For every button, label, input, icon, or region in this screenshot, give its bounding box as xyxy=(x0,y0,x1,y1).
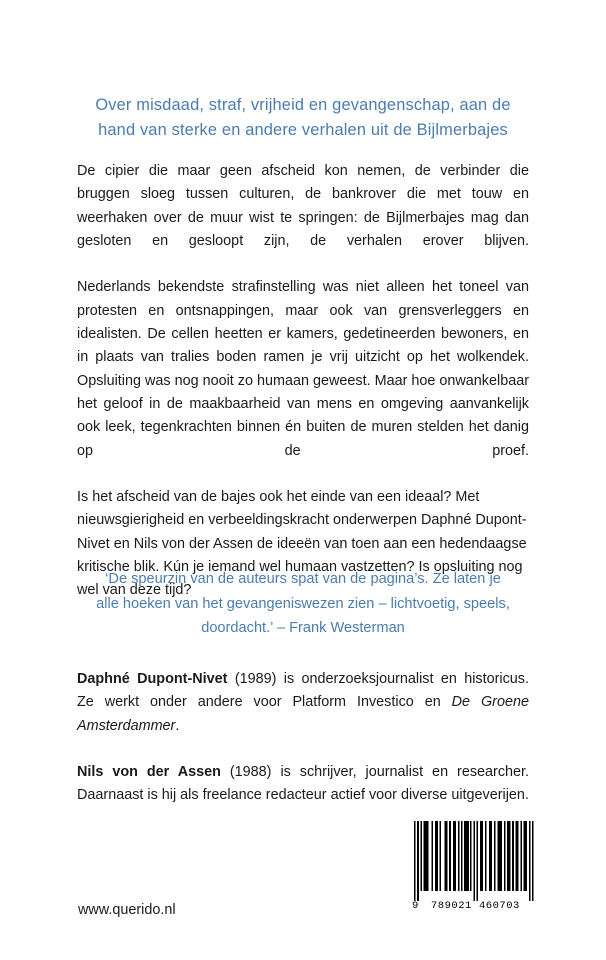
author-bio-1 xyxy=(77,668,529,761)
barcode-digits xyxy=(412,900,534,916)
author-1-birthyear: (1989) xyxy=(234,671,277,687)
barcode-left-group: 789021 xyxy=(431,900,472,912)
author-1-publication: De Groene Amsterdammer xyxy=(77,694,529,734)
isbn-barcode xyxy=(412,821,534,918)
blurb-text xyxy=(77,160,529,603)
author-1-year xyxy=(227,671,234,687)
author-2-name: Nils von der Assen xyxy=(77,764,221,781)
blurb-paragraph-3: Is het afscheid van de bajes ook het einde van een ideaal? Met nieuwsgierigheid en verbeeldingskracht onderwerpen Daphné Dupont-Nivet en Nils von der Assen de ideeën van toen aan een hedendaagse kritische blik. Kún je iemand wel humaan vastzetten? Is opsluiting nog wel van deze tijd? xyxy=(77,489,527,599)
barcode-bars-icon xyxy=(412,821,534,901)
author-bios xyxy=(77,668,529,808)
headline-line-1: Over misdaad, straf, vrijheid en gevangenschap, aan de xyxy=(95,96,511,114)
blurb-paragraph-2: Nederlands bekendste strafinstelling was niet alleen het toneel van protesten en ontsnappingen, maar ook van grensverleggers en idealisten. De cellen heetten er kamers, gedetineerden bewoners, en in plaats van tralies boden ramen je vrij uitzicht op het wolkendek. Opsluiting was nog nooit zo humaan geweest. Maar hoe onwankelbaar het geloof in de maakbaarheid van mens en omgeving aanvankelijk ook leek, tegenkrachten binnen én buiten de muren stelden het danig op de proef. xyxy=(77,279,529,459)
barcode-lead-digit: 9 xyxy=(412,900,419,912)
review-quote-line-3: doordacht.’ – Frank Westerman xyxy=(201,620,405,636)
barcode-right-group: 460703 xyxy=(479,900,520,912)
blurb-paragraph-1: De cipier die maar geen afscheid kon nemen, de verbinder die bruggen sloeg tussen culturen, de bankrover die met touw en weerhaken over de muur wist te springen: de Bijlmerbajes mag dan gesloten en gesloopt zijn, de verhalen erover blijven. xyxy=(77,163,529,249)
review-quote xyxy=(63,567,543,641)
cover-headline xyxy=(63,93,543,143)
author-2-birthyear: (1988) xyxy=(229,764,272,781)
author-2-space xyxy=(221,764,230,780)
author-bio-2 xyxy=(77,761,529,808)
author-2-text: is schrijver, journalist en researcher. Daarnaast is hij als freelance redacteur actief voor diverse uitgeverijen. xyxy=(77,764,530,804)
author-1-text-before: is onderzoeksjournalist en historicus. Ze werkt onder andere voor Platform Investico en xyxy=(77,671,529,711)
author-1-text-after: . xyxy=(175,717,180,734)
review-quote-line-2: alle hoeken van het gevangeniswezen zien – lichtvoetig, speels, xyxy=(96,595,510,612)
review-quote-line-1: ‘De speurzin van de auteurs spat van de pagina’s. Ze laten je xyxy=(105,571,501,587)
author-1-name: Daphné Dupont-Nivet xyxy=(77,671,228,687)
publisher-url[interactable]: www.querido.nl xyxy=(78,902,176,918)
headline-line-2: hand van sterke en andere verhalen uit de Bijlmerbajes xyxy=(98,121,508,139)
